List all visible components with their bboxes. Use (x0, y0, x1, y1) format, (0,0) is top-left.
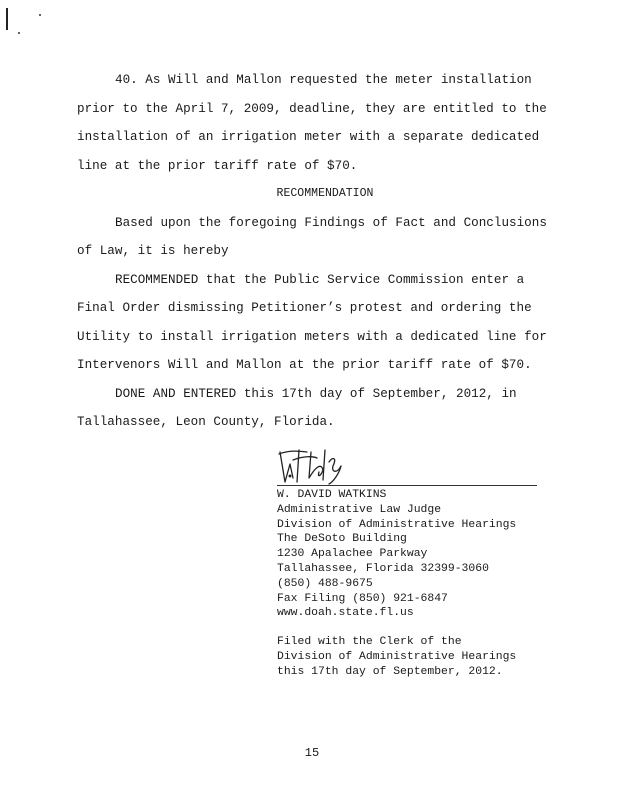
scan-speck (18, 32, 20, 34)
filed-line-3: this 17th day of September, 2012. (277, 665, 503, 678)
city-state-zip: Tallahassee, Florida 32399-3060 (277, 562, 489, 575)
paragraph-recommended: RECOMMENDED that the Public Service Commission enter a Final Order dismissing Petitioner’s protest and ordering the Utility to install irrigation meters with a dedicated line for Intervenors Will and Mallon at the prior tariff rate of $70. (77, 272, 547, 372)
website: www.doah.state.fl.us (277, 607, 414, 620)
page-number: 15 (304, 746, 320, 760)
paragraph-40: 40. As Will and Mallon requested the meter installation prior to the April 7, 2009, deadline, they are entitled to the installation of an irrigation meter with a separate dedicated line at the prior tariff rate of $70. (77, 73, 547, 173)
filed-line-2: Division of Administrative Hearings (277, 650, 517, 663)
body-text (77, 66, 557, 437)
fax-number: Fax Filing (850) 921-6847 (277, 592, 448, 605)
signature-block (277, 488, 516, 680)
judge-title: Administrative Law Judge (277, 503, 442, 516)
filed-line-1: Filed with the Clerk of the (277, 636, 462, 649)
scan-mark (6, 8, 8, 30)
signature-line (277, 485, 537, 486)
judge-name: W. DAVID WATKINS (277, 489, 387, 501)
scan-speck (39, 14, 41, 16)
paragraph-done-entered: DONE AND ENTERED this 17th day of September, 2012, in Tallahassee, Leon County, Florida. (77, 386, 517, 429)
division-name: Division of Administrative Hearings (277, 518, 517, 531)
handwritten-signature (277, 448, 367, 488)
paragraph-based-upon: Based upon the foregoing Findings of Fact and Conclusions of Law, it is hereby (77, 215, 547, 258)
street-address: 1230 Apalachee Parkway (277, 548, 428, 561)
section-heading: RECOMMENDATION (276, 187, 374, 200)
building-name: The DeSoto Building (277, 533, 407, 546)
phone-number: (850) 488-9675 (277, 577, 373, 590)
